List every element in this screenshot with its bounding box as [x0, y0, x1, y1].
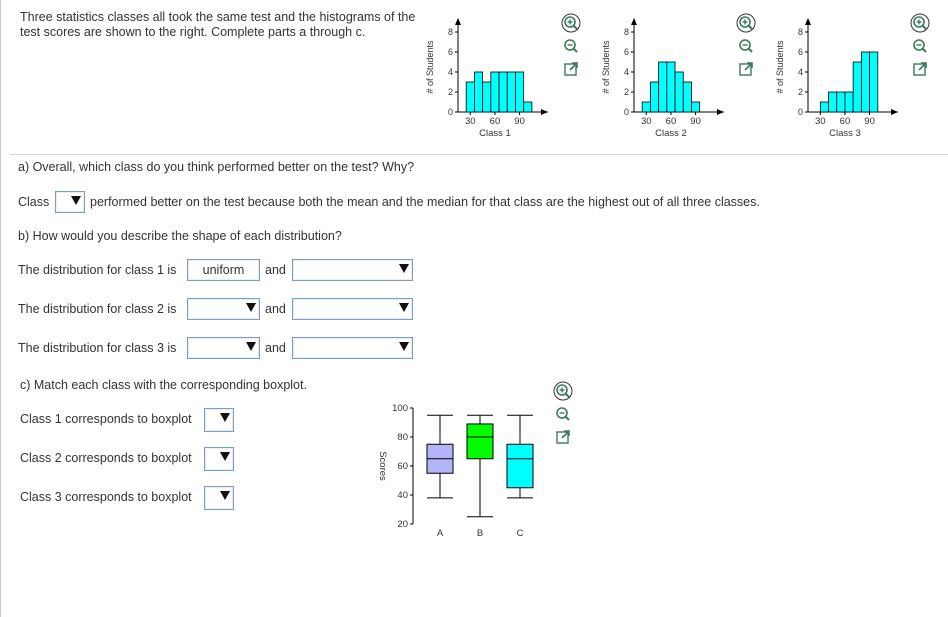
popout-icon[interactable] [736, 59, 756, 79]
y-tick-label: 4 [797, 67, 803, 77]
dropdown-arrow-icon [399, 303, 409, 312]
dropdown-arrow-icon [399, 342, 409, 351]
x-tick-label: 90 [690, 116, 701, 127]
histogram-bar [466, 82, 474, 112]
zoom-in-icon[interactable] [910, 13, 930, 33]
dropdown-arrow-icon [71, 196, 81, 205]
y-tick-label: 4 [623, 67, 629, 77]
class3-shape-select-2[interactable] [292, 337, 413, 359]
section-divider [10, 154, 948, 155]
popout-icon[interactable] [561, 59, 581, 79]
histogram-bar [861, 52, 869, 112]
class1-shape-label: The distribution for class 1 is [18, 263, 177, 277]
part-a-prefix: Class [18, 195, 50, 209]
class1-boxplot-select[interactable] [204, 408, 234, 432]
boxplot-C [507, 415, 533, 498]
y-tick-label: 8 [623, 27, 629, 37]
boxplot-chart [368, 398, 540, 546]
y-tick-label: 0 [447, 107, 453, 117]
boxplot-x-label: A [436, 528, 444, 539]
part-b-question: b) How would you describe the shape of each distribution? [18, 229, 342, 243]
y-tick-label: 2 [797, 87, 803, 97]
left-border [0, 0, 1, 617]
y-axis-arrow [455, 18, 461, 25]
class1-boxplot-label: Class 1 corresponds to boxplot [20, 412, 192, 426]
histogram-bar [483, 82, 491, 112]
histogram-title: Class 2 [655, 128, 687, 139]
histogram-bar [524, 102, 532, 112]
class1-shape-select-1[interactable] [187, 259, 260, 281]
y-tick-label: 4 [447, 67, 453, 77]
x-tick-label: 90 [514, 116, 525, 127]
histogram-title: Class 3 [829, 128, 861, 139]
y-tick-label: 6 [447, 47, 453, 57]
popout-icon[interactable] [910, 59, 930, 79]
y-tick-label: 8 [447, 27, 453, 37]
histogram-title: Class 1 [479, 128, 511, 139]
histogram-class-2 [596, 12, 736, 142]
histogram-bar [683, 82, 691, 112]
histogram-bar [675, 72, 683, 112]
class3-and: and [265, 341, 286, 355]
histogram-bar [853, 62, 861, 112]
y-axis-arrow [805, 18, 811, 25]
x-tick-label: 30 [815, 116, 826, 127]
y-tick-label: 6 [623, 47, 629, 57]
boxplot-x-label: B [476, 528, 484, 539]
zoom-out-icon[interactable] [910, 36, 930, 56]
dropdown-arrow-icon [246, 342, 256, 351]
x-axis-arrow [717, 109, 724, 115]
class1-shape-value: uniform [202, 263, 245, 277]
y-axis-label: # of Students [601, 40, 611, 94]
part-a-question: a) Overall, which class do you think performed better on the test? Why? [18, 160, 415, 174]
zoom-in-icon[interactable] [561, 13, 581, 33]
popout-icon[interactable] [553, 427, 573, 447]
histogram-class-1 [420, 12, 560, 142]
boxplot-B [467, 415, 493, 517]
zoom-in-icon[interactable] [736, 13, 756, 33]
class-select[interactable] [55, 191, 85, 213]
boxplot-x-label: C [516, 528, 524, 539]
class2-shape-select-1[interactable] [187, 298, 260, 320]
boxplot-y-tick-label: 100 [392, 403, 408, 414]
histogram-bar [691, 102, 699, 112]
histogram-bar [642, 102, 650, 112]
histogram-bar [829, 92, 837, 112]
histogram-bar [845, 92, 853, 112]
class3-shape-select-1[interactable] [187, 337, 260, 359]
y-axis-label: # of Students [425, 40, 435, 94]
class2-boxplot-label: Class 2 corresponds to boxplot [20, 451, 192, 465]
zoom-out-icon[interactable] [553, 404, 573, 424]
x-tick-label: 60 [665, 116, 677, 127]
boxplot-A [427, 415, 453, 498]
class2-shape-label: The distribution for class 2 is [18, 302, 177, 316]
histogram-bar [650, 82, 658, 112]
histogram-bar [491, 72, 499, 112]
class2-and: and [265, 302, 286, 316]
part-c-question: c) Match each class with the corresponding boxplot. [20, 378, 307, 392]
boxplot-y-label: Scores [377, 451, 388, 481]
histogram-class-3 [770, 12, 910, 142]
x-tick-label: 90 [864, 116, 875, 127]
x-tick-label: 30 [465, 116, 476, 127]
part-a-suffix: performed better on the test because both the mean and the median for that class are the highest out of all three classes. [90, 195, 760, 209]
class3-boxplot-select[interactable] [204, 486, 234, 510]
boxplot-box [467, 424, 493, 459]
histogram-bar [474, 72, 482, 112]
class3-shape-label: The distribution for class 3 is [18, 341, 177, 355]
dropdown-arrow-icon [220, 413, 230, 422]
zoom-out-icon[interactable] [736, 36, 756, 56]
dropdown-arrow-icon [220, 452, 230, 461]
class2-boxplot-select[interactable] [204, 447, 234, 471]
histogram-bar [870, 52, 878, 112]
x-axis-arrow [891, 109, 898, 115]
histogram-bar [499, 72, 507, 112]
histogram-bar [515, 72, 523, 112]
boxplot-y-tick-label: 20 [397, 519, 408, 530]
boxplot-y-tick-label: 60 [397, 461, 408, 472]
class3-boxplot-label: Class 3 corresponds to boxplot [20, 490, 192, 504]
y-tick-label: 2 [623, 87, 629, 97]
class1-and: and [265, 263, 286, 277]
dropdown-arrow-icon [399, 264, 409, 273]
histogram-bar [659, 62, 667, 112]
dropdown-arrow-icon [220, 491, 230, 500]
x-tick-label: 30 [641, 116, 652, 127]
zoom-in-icon[interactable] [553, 381, 573, 401]
dropdown-arrow-icon [246, 303, 256, 312]
boxplot-y-tick-label: 80 [397, 432, 408, 443]
x-tick-label: 60 [839, 116, 851, 127]
intro-text: Three statistics classes all took the same test and the histograms of the test scores are shown to the right. Complete parts a through c. [20, 10, 416, 39]
class2-shape-select-2[interactable] [292, 298, 413, 320]
zoom-out-icon[interactable] [561, 36, 581, 56]
histogram-bar [667, 62, 675, 112]
boxplot-box [507, 444, 533, 488]
y-axis-arrow [631, 18, 637, 25]
y-tick-label: 0 [623, 107, 629, 117]
histogram-bar [837, 92, 845, 112]
y-tick-label: 2 [447, 87, 453, 97]
y-tick-label: 0 [797, 107, 803, 117]
x-axis-arrow [541, 109, 548, 115]
boxplot-y-tick-label: 40 [397, 490, 408, 501]
class1-shape-select-2[interactable] [292, 259, 413, 281]
histogram-bar [507, 72, 515, 112]
y-axis-label: # of Students [775, 40, 785, 94]
x-tick-label: 60 [489, 116, 501, 127]
y-tick-label: 8 [797, 27, 803, 37]
histogram-bar [820, 102, 828, 112]
y-tick-label: 6 [797, 47, 803, 57]
